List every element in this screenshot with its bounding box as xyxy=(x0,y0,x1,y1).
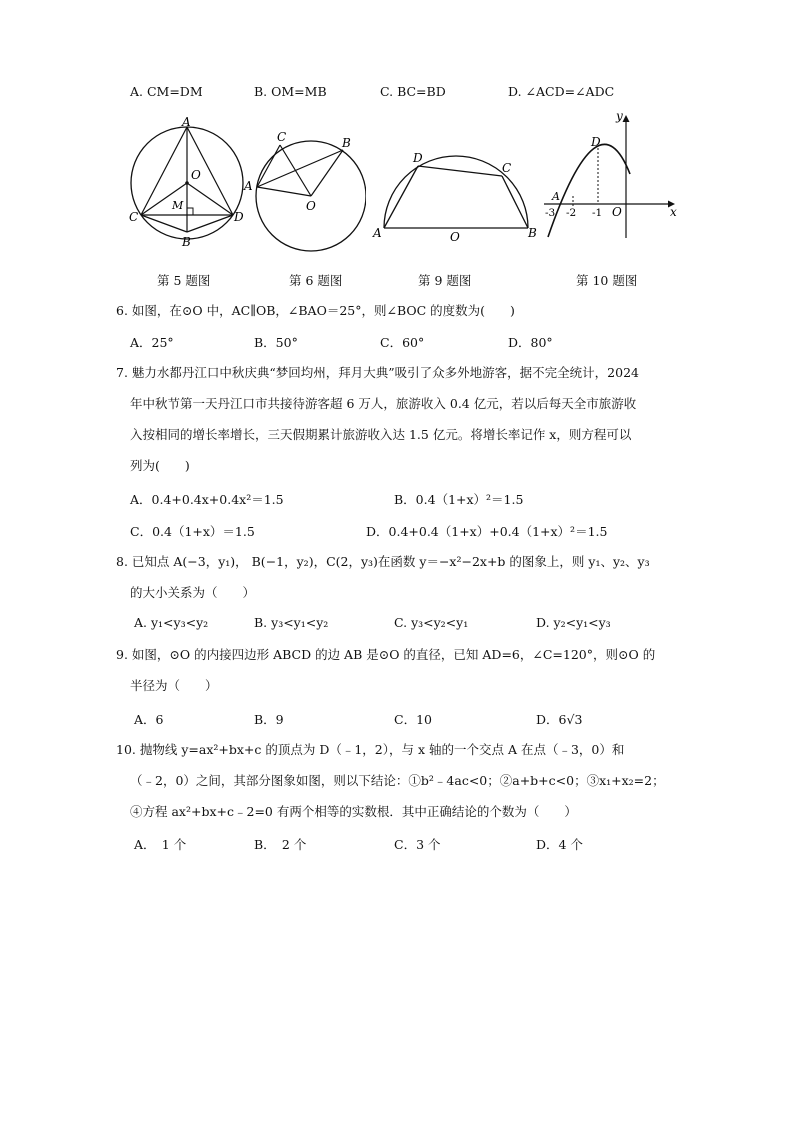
fig5-caption: 第 5 题图 xyxy=(157,273,211,288)
q8-option-b: B. y₃<y₁<y₂ xyxy=(254,615,329,630)
fig10-label-y: y xyxy=(616,112,623,123)
fig5-label-m: M xyxy=(172,199,184,212)
q5-option-c: C. BC=BD xyxy=(380,84,446,99)
fig5-label-c: C xyxy=(129,210,139,224)
q10-option-b: B． 2 个 xyxy=(254,837,307,852)
q6-option-d: D．80° xyxy=(508,335,553,350)
q9-line-1: 9. 如图，⊙O 的内接四边形 ABCD 的边 AB 是⊙O 的直径，已知 AD=6，∠C=120°，则⊙O 的 xyxy=(116,647,656,662)
fig10-label-x: x xyxy=(670,205,677,219)
q5-option-b: B. OM=MB xyxy=(254,84,327,99)
fig9-label-b: B xyxy=(528,226,537,240)
q9-option-b: B．9 xyxy=(254,712,284,727)
figure-10-diagram xyxy=(540,112,680,242)
q7-option-d: D．0.4+0.4（1+x）+0.4（1+x）²＝1.5 xyxy=(366,524,608,539)
figure-6-diagram xyxy=(240,128,366,254)
fig10-label-a: A xyxy=(552,190,560,203)
q10-line-2: （﹣2，0）之间，其部分图象如图，则以下结论：①b²﹣4ac<0；②a+b+c<0；③x₁+x₂=2； xyxy=(130,773,665,788)
q6-option-c: C．60° xyxy=(380,335,425,350)
q7-line-1: 7. 魅力水都丹江口中秋庆典“梦回均州，拜月大典”吸引了众多外地游客，据不完全统计，2024 xyxy=(116,365,639,380)
q6-option-b: B．50° xyxy=(254,335,298,350)
fig6-caption: 第 6 题图 xyxy=(289,273,343,288)
fig6-label-b: B xyxy=(342,136,351,150)
fig5-label-a: A xyxy=(182,115,191,129)
q5-option-d: D. ∠ACD=∠ADC xyxy=(508,84,615,99)
fig6-label-c: C xyxy=(277,130,287,144)
q9-option-c: C．10 xyxy=(394,712,432,727)
q9-option-a: A．6 xyxy=(134,712,164,727)
q7-line-2: 年中秋节第一天丹江口市共接待游客超 6 万人，旅游收入 0.4 亿元，若以后每天全市旅游收 xyxy=(130,396,637,411)
q6-stem: 6. 如图，在⊙O 中，AC∥OB，∠BAO＝25°，则∠BOC 的度数为( ) xyxy=(116,303,515,318)
q8-option-d: D. y₂<y₁<y₃ xyxy=(536,615,611,630)
q7-option-a: A．0.4+0.4x+0.4x²＝1.5 xyxy=(130,492,284,507)
fig9-label-o: O xyxy=(450,230,460,244)
fig10-label-d: D xyxy=(591,135,601,149)
fig10-tick-neg3: -3 xyxy=(545,207,556,219)
q8-option-c: C. y₃<y₂<y₁ xyxy=(394,615,469,630)
q10-option-d: D．4 个 xyxy=(536,837,583,852)
q9-line-2: 半径为（ ） xyxy=(130,678,218,693)
q7-option-c: C．0.4（1+x）＝1.5 xyxy=(130,524,255,539)
fig5-label-o: O xyxy=(191,168,201,182)
q9-option-d: D．6√3 xyxy=(536,712,583,727)
q10-line-1: 10. 抛物线 y=ax²+bx+c 的顶点为 D（﹣1，2），与 x 轴的一个交点 A 在点（﹣3，0）和 xyxy=(116,742,625,757)
q10-option-c: C．3 个 xyxy=(394,837,441,852)
fig6-label-a: A xyxy=(244,179,253,193)
figure-9-diagram xyxy=(370,148,538,244)
fig9-caption: 第 9 题图 xyxy=(418,273,472,288)
q7-option-b: B．0.4（1+x）²＝1.5 xyxy=(394,492,524,507)
q10-line-3: ④方程 ax²+bx+c﹣2=0 有两个相等的实数根．其中正确结论的个数为（ ） xyxy=(130,804,577,819)
fig10-tick-neg2: -2 xyxy=(566,207,577,219)
fig9-label-d: D xyxy=(413,151,423,165)
q8-option-a: A. y₁<y₃<y₂ xyxy=(134,615,209,630)
fig6-label-o: O xyxy=(306,199,316,213)
q10-option-a: A． 1 个 xyxy=(134,837,187,852)
q7-line-4: 列为( ) xyxy=(130,458,190,473)
fig10-tick-neg1: -1 xyxy=(592,207,603,219)
fig9-label-a: A xyxy=(373,226,382,240)
figure-5-diagram xyxy=(126,112,250,252)
fig5-label-b: B xyxy=(182,235,191,249)
fig5-label-d: D xyxy=(234,210,244,224)
q5-option-a: A. CM=DM xyxy=(130,84,203,99)
fig9-label-c: C xyxy=(502,161,512,175)
fig10-label-o: O xyxy=(612,205,622,219)
q8-line-2: 的大小关系为（ ） xyxy=(130,585,256,600)
fig10-caption: 第 10 题图 xyxy=(576,273,638,288)
q8-line-1: 8. 已知点 A(−3，y₁)， B(−1，y₂)，C(2，y₃)在函数 y＝−x²−2x+b 的图象上，则 y₁、y₂、y₃ xyxy=(116,554,650,569)
q7-line-3: 入按相同的增长率增长，三天假期累计旅游收入达 1.5 亿元。将增长率记作 x，则方程可以 xyxy=(130,427,632,442)
q6-option-a: A．25° xyxy=(130,335,174,350)
